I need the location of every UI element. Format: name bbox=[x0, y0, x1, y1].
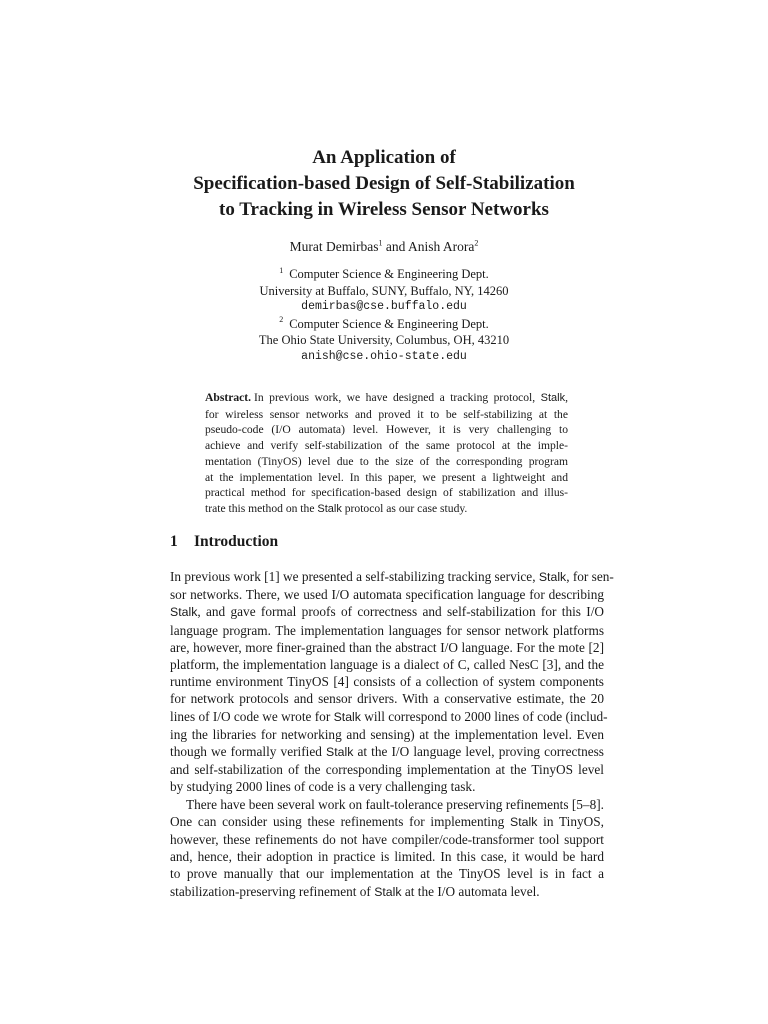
abstract-label: Abstract. bbox=[205, 391, 252, 404]
paragraph-line: lines of I/O code we wrote for Stalk will correspond to 2000 lines of code (includ- bbox=[170, 708, 608, 724]
section-number: 1 bbox=[170, 533, 178, 550]
abstract-line: for wireless sensor networks and proved it to be self-stabilizing at the bbox=[205, 407, 568, 421]
paragraph-line: Stalk, and gave formal proofs of correctness and self-stabilization for this I/O bbox=[170, 604, 604, 620]
abstract-line: at the implementation level. In this paper, we present a lightweight and bbox=[205, 470, 568, 484]
paragraph-line: In previous work [1] we presented a self-stabilizing tracking service, Stalk, for sen- bbox=[170, 569, 614, 584]
abstract-line: trate this method on the Stalk protocol as our case study. bbox=[205, 501, 468, 515]
affiliation-mark: 2 bbox=[279, 315, 284, 325]
affiliation-mark: 2 bbox=[474, 238, 479, 248]
paragraph-line: platform, the implementation language is a dialect of C, called NesC [3], and the bbox=[170, 657, 604, 673]
affiliation-org: University at Buffalo, SUNY, Buffalo, NY, 14260 bbox=[259, 283, 509, 298]
affiliation-dept-text: Computer Science & Engineering Dept. bbox=[289, 316, 489, 331]
paper-title bbox=[0, 145, 768, 223]
author-name: Murat Demirbas bbox=[289, 239, 379, 254]
paragraph-line: One can consider using these refinements for implementing Stalk in TinyOS, bbox=[170, 813, 604, 829]
author-name: Anish Arora bbox=[408, 239, 475, 254]
author-email: demirbas@cse.buffalo.edu bbox=[301, 300, 467, 313]
paragraph-line: though we formally verified Stalk at the I/O language level, proving correctness bbox=[170, 744, 604, 760]
section-title: Introduction bbox=[194, 533, 279, 550]
title-line-1: An Application of bbox=[312, 147, 456, 168]
abstract-line: pseudo-code (I/O automata) level. However, it is very challenging to bbox=[205, 423, 568, 437]
abstract-line: practical method for specification-based design of stabilization and illus- bbox=[205, 486, 568, 500]
affiliation-mark: 1 bbox=[279, 265, 284, 275]
author-conjunction: and bbox=[385, 239, 406, 254]
paragraph-line: language program. The implementation languages for sensor network platforms bbox=[170, 622, 604, 638]
affiliation-mark: 1 bbox=[378, 238, 383, 248]
abstract-line: Abstract. In previous work, we have designed a tracking protocol, Stalk, bbox=[205, 391, 568, 404]
abstract-line: achieve and verify self-stabilization of the same protocol at the imple- bbox=[205, 439, 568, 453]
author-list bbox=[0, 239, 768, 255]
paragraph-line: for network protocols and sensor drivers. With a conservative estimate, the 20 bbox=[170, 691, 604, 707]
abstract bbox=[205, 390, 568, 518]
affiliation-org: The Ohio State University, Columbus, OH, 43210 bbox=[258, 333, 510, 347]
paragraph-line: There have been several work on fault-tolerance preserving refinements [5–8]. bbox=[186, 796, 604, 812]
title-line-2: Specification-based Design of Self-Stabilization bbox=[193, 173, 575, 194]
section-heading bbox=[170, 533, 278, 551]
paragraph-line: however, these refinements do not have compiler/code-transformer tool support bbox=[170, 832, 604, 848]
affiliation-dept bbox=[0, 266, 768, 283]
paragraph-line: stabilization-preserving refinement of Stalk at the I/O automata level. bbox=[170, 883, 540, 899]
title-line-3: to Tracking in Wireless Sensor Networks bbox=[219, 199, 549, 220]
abstract-line: mentation (TinyOS) level due to the size of the corresponding program bbox=[205, 454, 568, 468]
paragraph-line: to prove manually that our implementation at the TinyOS level is in fact a bbox=[170, 866, 604, 882]
paragraph-line: and, hence, their adoption in practice is limited. In this case, it would be hard bbox=[170, 849, 604, 865]
affiliations bbox=[0, 266, 768, 365]
paragraph-line: and self-stabilization of the corresponding implementation at the TinyOS level bbox=[170, 762, 604, 778]
paragraph-line: sor networks. There, we used I/O automata specification language for describing bbox=[170, 587, 604, 603]
affiliation-dept bbox=[0, 316, 768, 333]
paragraph-line: are, however, more finer-grained than the abstract I/O language. For the mote [2] bbox=[170, 639, 604, 655]
paragraph-line: by studying 2000 lines of code is a very challenging task. bbox=[170, 779, 476, 795]
body-text bbox=[170, 568, 614, 901]
paragraph-line: ing the libraries for networking and sensing) at the implementation level. Even bbox=[170, 726, 604, 742]
affiliation-dept-text: Computer Science & Engineering Dept. bbox=[289, 267, 489, 281]
author-email: anish@cse.ohio-state.edu bbox=[301, 349, 467, 363]
paragraph-line: runtime environment TinyOS [4] consists of a collection of system components bbox=[170, 674, 604, 690]
